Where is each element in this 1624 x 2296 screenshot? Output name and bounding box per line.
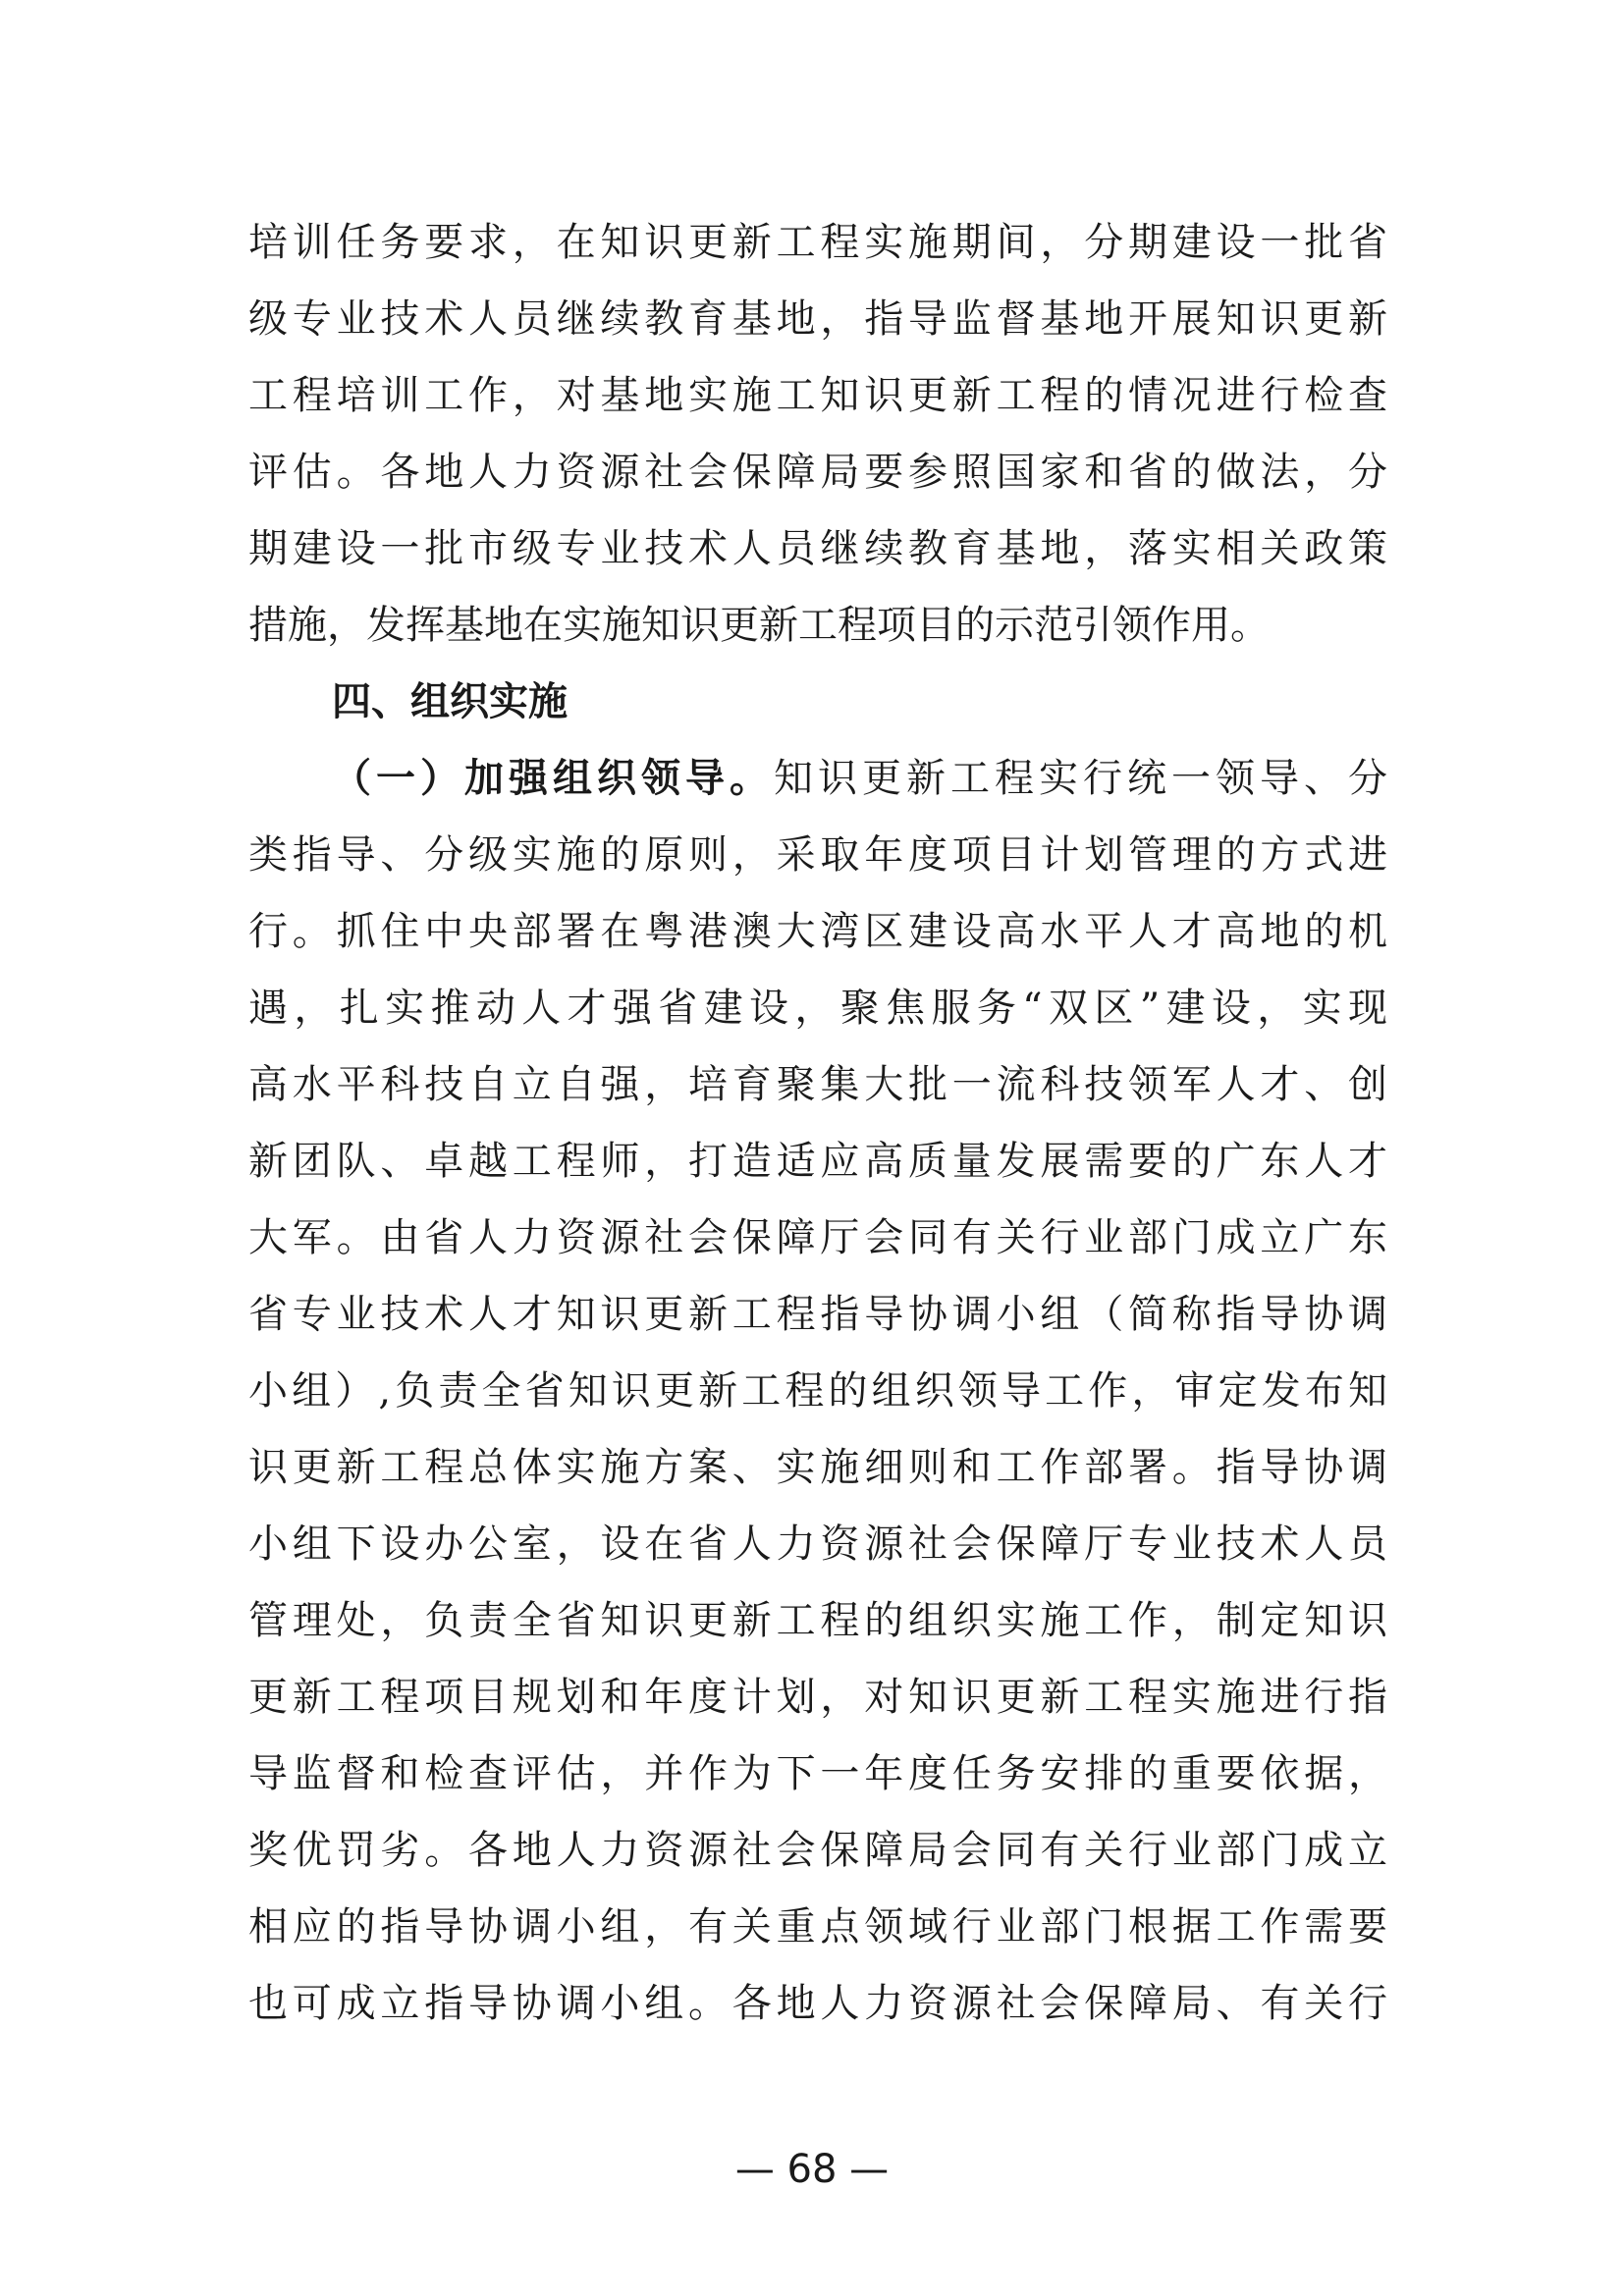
body-line: 小组下设办公室，设在省人力资源社会保障厅专业技术人员 (248, 1522, 1387, 1567)
body-line: 工程培训工作，对基地实施工知识更新工程的情况进行检查 (248, 373, 1387, 418)
section-heading: 四、组织实施 (332, 679, 568, 724)
page-number: — 68 — (734, 2147, 890, 2192)
body-line: 相应的指导协调小组，有关重点领域行业部门根据工作需要 (248, 1904, 1387, 1949)
subsection-first-line (332, 744, 1387, 813)
body-line: 措施，发挥基地在实施知识更新工程项目的示范引领作用。 (248, 603, 1270, 648)
subsection-lead: （一）加强组织领导。 (332, 756, 774, 801)
body-line: 遇，扎实推动人才强省建设，聚焦服务“双区”建设，实现 (248, 986, 1387, 1031)
body-line: 期建设一批市级专业技术人员继续教育基地，落实相关政策 (248, 526, 1387, 571)
body-line: 培训任务要求，在知识更新工程实施期间，分期建设一批省 (248, 220, 1387, 265)
body-line: 识更新工程总体实施方案、实施细则和工作部署。指导协调 (248, 1445, 1387, 1490)
body-line: 大军。由省人力资源社会保障厅会同有关行业部门成立广东 (248, 1215, 1387, 1260)
body-line: 评估。各地人力资源社会保障局要参照国家和省的做法，分 (248, 450, 1387, 495)
body-line: 小组）,负责全省知识更新工程的组织领导工作，审定发布知 (248, 1368, 1387, 1414)
body-line: 也可成立指导协调小组。各地人力资源社会保障局、有关行 (248, 1981, 1387, 2026)
body-line: 管理处，负责全省知识更新工程的组织实施工作，制定知识 (248, 1598, 1387, 1643)
body-line: 高水平科技自立自强，培育聚集大批一流科技领军人才、创 (248, 1062, 1387, 1107)
body-line: 奖优罚劣。各地人力资源社会保障局会同有关行业部门成立 (248, 1828, 1387, 1873)
body-line: 更新工程项目规划和年度计划，对知识更新工程实施进行指 (248, 1675, 1387, 1720)
body-line: 导监督和检查评估，并作为下一年度任务安排的重要依据， (248, 1751, 1387, 1796)
subsection-first-line-text: 知识更新工程实行统一领导、分 (774, 756, 1387, 801)
body-line: 新团队、卓越工程师，打造适应高质量发展需要的广东人才 (248, 1139, 1387, 1184)
body-line: 级专业技术人员继续教育基地，指导监督基地开展知识更新 (248, 296, 1387, 342)
body-line: 行。抓住中央部署在粤港澳大湾区建设高水平人才高地的机 (248, 909, 1387, 954)
body-line: 省专业技术人才知识更新工程指导协调小组（简称指导协调 (248, 1292, 1387, 1337)
body-line: 类指导、分级实施的原则，采取年度项目计划管理的方式进 (248, 832, 1387, 878)
